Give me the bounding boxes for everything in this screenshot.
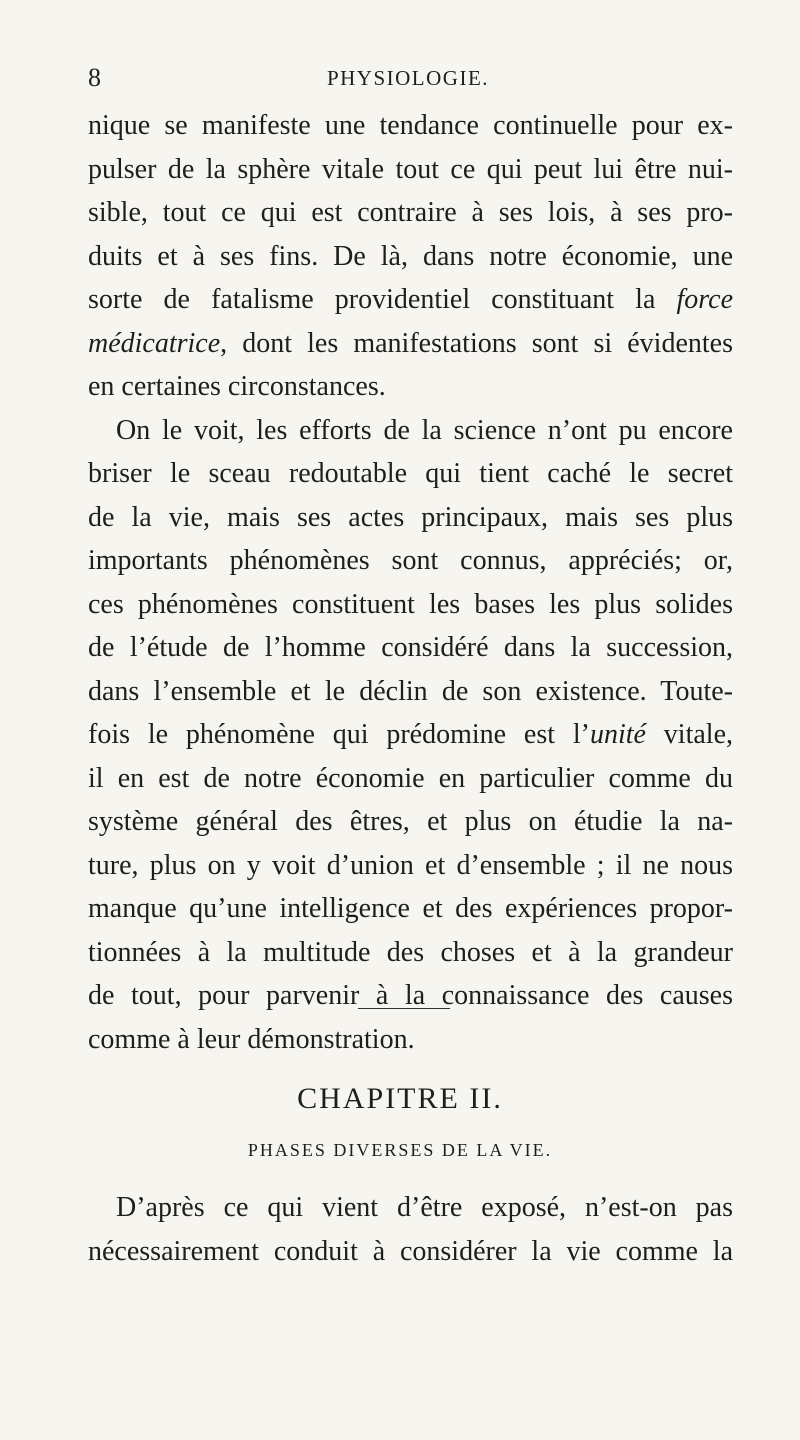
text-line: nique se manifeste une tendance continuelle pour ex- [88, 110, 733, 141]
italic-term: unité [589, 719, 646, 750]
text-line: dans l’ensemble et le déclin de son existence. Toute- [88, 675, 733, 707]
text-line: ces phénomènes constituent les bases les plus solides [88, 588, 733, 620]
text-line: sible, tout ce qui est contraire à ses lois, à ses pro- [88, 197, 733, 228]
text-line: de la vie, mais ses actes principaux, mais ses plus [88, 501, 733, 533]
text-line [88, 322, 733, 366]
body-text [88, 104, 733, 1061]
text-line: D’après ce qui vient d’être exposé, n’est-on pas [116, 1192, 733, 1223]
text-line [88, 713, 733, 757]
text-line: manque qu’une intelligence et des expériences propor- [88, 893, 733, 924]
body-text [88, 1186, 733, 1273]
section-divider [358, 1008, 450, 1009]
text-span: fois le phénomène qui prédomine est l’ [88, 719, 590, 750]
text-line: de l’étude de l’homme considéré dans la succession, [88, 632, 733, 663]
text-line: briser le sceau redoutable qui tient caché le secret [88, 458, 733, 489]
text-line: tionnées à la multitude des choses et à la grandeur [88, 936, 733, 968]
page-number: 8 [88, 63, 101, 92]
text-line: système général des êtres, et plus on étudie la na- [88, 806, 733, 837]
text-span: sorte de fatalisme providentiel constituant la [88, 284, 677, 315]
running-title: PHYSIOLOGIE. [326, 66, 490, 90]
text-span: , dont les manifestations sont si évidentes [220, 327, 733, 359]
text-line: On le voit, les efforts de la science n’ont pu encore [116, 414, 733, 446]
text-line: de tout, pour parvenir à la connaissance des causes [88, 980, 733, 1011]
text-line: nécessairement conduit à considérer la vie comme la [88, 1235, 733, 1267]
text-line: il en est de notre économie en particulier comme du [88, 762, 733, 794]
text-line: comme à leur démonstration. [88, 1023, 415, 1055]
text-span: vitale, [645, 719, 733, 750]
text-line: importants phénomènes sont connus, appréciés; or, [88, 545, 733, 576]
chapter-title: CHAPITRE II. [297, 1082, 503, 1115]
chapter-subtitle: PHASES DIVERSES DE LA VIE. [247, 1140, 553, 1160]
text-line [88, 278, 733, 322]
text-line: duits et à ses fins. De là, dans notre économie, une [88, 240, 733, 272]
italic-term: force [676, 284, 733, 315]
text-line: en certaines circonstances. [88, 371, 386, 402]
running-head [88, 62, 728, 94]
text-line: pulser de la sphère vitale tout ce qui peut lui être nui- [88, 153, 733, 185]
italic-term: médicatrice [88, 327, 221, 359]
text-line: ture, plus on y voit d’union et d’ensemble ; il ne nous [88, 849, 733, 881]
